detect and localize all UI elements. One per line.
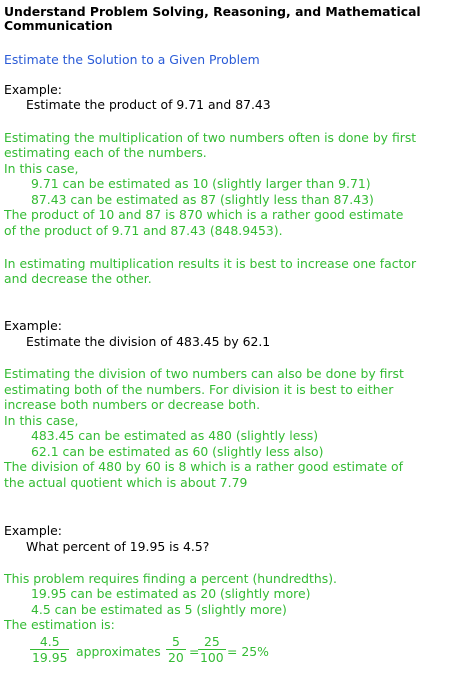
explanation-line: 62.1 can be estimated as 60 (slightly less also) — [31, 444, 324, 459]
explanation-line: 483.45 can be estimated as 480 (slightly less) — [31, 428, 319, 443]
explanation-line: This problem requires finding a percent (hundredths). — [4, 571, 337, 586]
page-title: Understand Problem Solving, Reasoning, and Mathematical Communication — [4, 4, 421, 33]
example-prompt: Estimate the division of 483.45 by 62.1 — [26, 334, 271, 349]
explanation-line: of the product of 9.71 and 87.43 (848.9453). — [4, 223, 283, 238]
explanation-line: the actual quotient which is about 7.79 — [4, 475, 248, 490]
fraction-original — [30, 634, 69, 665]
explanation-line: estimating both of the numbers. For division it is best to either — [4, 382, 394, 397]
fraction-numerator: 4.5 — [30, 634, 69, 650]
fraction-estimated — [166, 634, 186, 665]
example-label: Example: — [4, 523, 62, 538]
equals-sign: = — [189, 644, 200, 659]
percent-result: = 25% — [227, 644, 269, 659]
explanation-line: Estimating the multiplication of two numbers often is done by first — [4, 130, 417, 145]
example-label: Example: — [4, 82, 62, 97]
explanation-line: estimating each of the numbers. — [4, 145, 207, 160]
explanation-line: 19.95 can be estimated as 20 (slightly more) — [31, 586, 311, 601]
explanation-line: The product of 10 and 87 is 870 which is a rather good estimate — [4, 207, 404, 222]
explanation-line: The estimation is: — [4, 617, 115, 632]
explanation-line: 9.71 can be estimated as 10 (slightly larger than 9.71) — [31, 176, 371, 191]
fraction-denominator: 19.95 — [32, 650, 68, 665]
explanation-line: 87.43 can be estimated as 87 (slightly less than 87.43) — [31, 192, 374, 207]
fraction-numerator: 5 — [166, 634, 186, 650]
explanation-line: Estimating the division of two numbers can also be done by first — [4, 366, 404, 381]
explanation-line: increase both numbers or decrease both. — [4, 397, 261, 412]
fraction-numerator: 25 — [198, 634, 226, 650]
explanation-line: 4.5 can be estimated as 5 (slightly more) — [31, 602, 287, 617]
explanation-line: and decrease the other. — [4, 271, 152, 286]
example-prompt: What percent of 19.95 is 4.5? — [26, 539, 210, 554]
explanation-line: In estimating multiplication results it is best to increase one factor — [4, 256, 417, 271]
fraction-denominator: 20 — [168, 650, 184, 665]
fraction-denominator: 100 — [200, 650, 224, 665]
explanation-line: In this case, — [4, 161, 79, 176]
example-prompt: Estimate the product of 9.71 and 87.43 — [26, 97, 271, 112]
fraction-hundredths — [198, 634, 226, 665]
section-subtitle: Estimate the Solution to a Given Problem — [4, 52, 260, 67]
explanation-line: In this case, — [4, 413, 79, 428]
example-label: Example: — [4, 318, 62, 333]
explanation-line: The division of 480 by 60 is 8 which is a rather good estimate of — [4, 459, 403, 474]
approximates-word: approximates — [76, 644, 161, 659]
